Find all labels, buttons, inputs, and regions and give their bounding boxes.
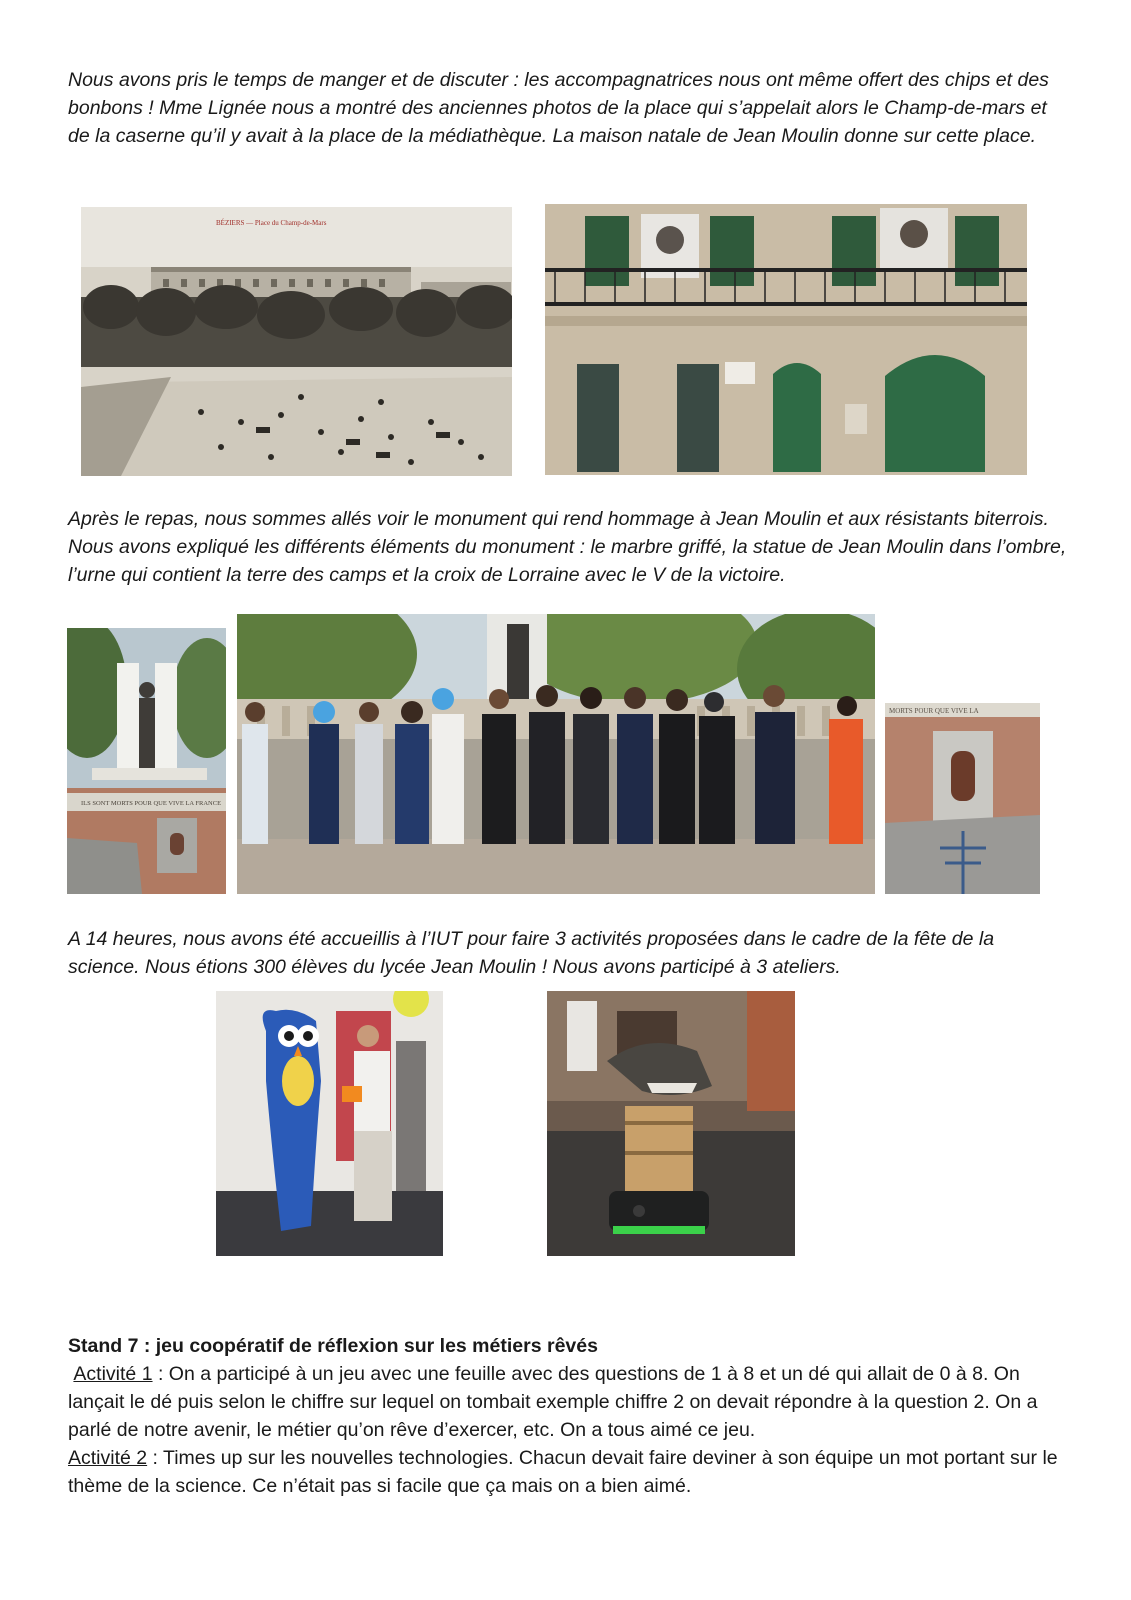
- house-facade-photo: [545, 204, 1027, 475]
- urn-inscription: MORTS POUR QUE VIVE LA: [889, 707, 979, 715]
- postcard-caption: BÉZIERS — Place du Champ-de-Mars: [216, 219, 327, 227]
- robot-photo: [547, 991, 795, 1256]
- postcard-photo: [81, 207, 512, 476]
- stand7-section: [68, 1332, 1068, 1500]
- intro-paragraph: Nous avons pris le temps de manger et de discuter : les accompagnatrices nous ont même offert des chips et des bonbons ! Mme Lignée nous a montré des anciennes photos de la place qui s’appelait alors le Champ-de-mars et de la caserne qu’il y avait à la place de la médiathèque. La maison natale de Jean Moulin donne sur cette place.: [68, 69, 1049, 147]
- monument-photo: [67, 628, 226, 894]
- activity1-text: : On a participé à un jeu avec une feuille avec des questions de 1 à 8 et un dé qui allait de 0 à 8. On lançait le dé puis selon le chiffre sur lequel on tombait exemple chiffre 2 on devait répondre à la question 2. On a parlé de notre avenir, le métier qu’on rêve d’exercer, etc. On a tous aimé ce jeu.: [68, 1363, 1038, 1441]
- monument-inscription: ILS SONT MORTS POUR QUE VIVE LA FRANCE: [81, 800, 222, 807]
- mascot-photo: [216, 991, 443, 1256]
- activity2-paragraph: [68, 1444, 1068, 1500]
- activity2-text: : Times up sur les nouvelles technologies. Chacun devait faire deviner à son équipe un mot portant sur le thème de la science. Ce n’était pas si facile que ça mais on a bien aimé.: [68, 1447, 1058, 1497]
- activity2-label: Activité 2: [68, 1447, 148, 1469]
- iut-paragraph: A 14 heures, nous avons été accueillis à l’IUT pour faire 3 activités proposées dans le cadre de la fête de la science. Nous étions 300 élèves du lycée Jean Moulin ! Nous avons participé à 3 ateliers.: [68, 928, 995, 978]
- activity1-paragraph: [68, 1360, 1068, 1444]
- urn-photo: [885, 703, 1040, 894]
- group-photo: [237, 614, 875, 894]
- stand7-title: Stand 7 : jeu coopératif de réflexion sur les métiers rêvés: [68, 1335, 598, 1357]
- activity1-label: Activité 1: [73, 1363, 153, 1385]
- monument-paragraph: Après le repas, nous sommes allés voir le monument qui rend hommage à Jean Moulin et aux résistants biterrois. Nous avons expliqué les différents éléments du monument : le marbre griffé, la statue de Jean Moulin dans l’ombre, l’urne qui contient la terre des camps et la croix de Lorraine avec le V de la victoire.: [68, 508, 1067, 586]
